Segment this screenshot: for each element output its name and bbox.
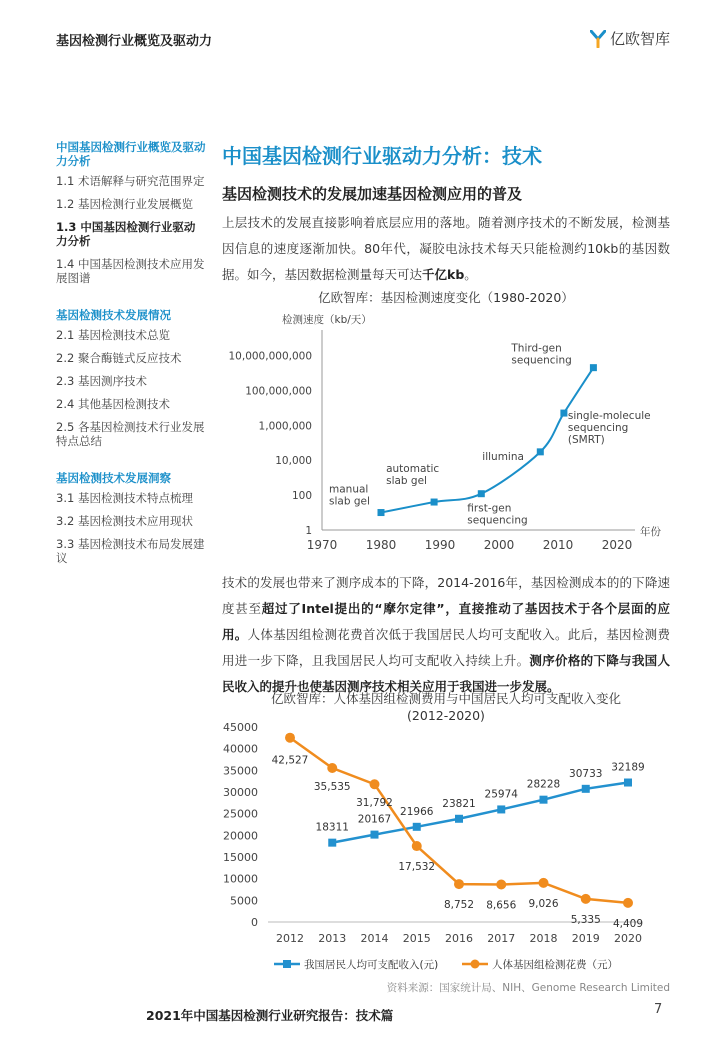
x-tick-label: 2015 xyxy=(402,932,431,945)
data-point xyxy=(454,879,464,889)
toc-item[interactable]: 1.1 术语解释与研究范围界定 xyxy=(56,174,205,188)
y-tick-label: 100,000,000 xyxy=(245,385,312,398)
data-point xyxy=(560,410,567,417)
y-tick-label: 100 xyxy=(291,490,312,503)
toc-item[interactable]: 1.4 中国基因检测技术应用发展图谱 xyxy=(56,257,205,285)
section-subtitle: 基因检测技术的发展加速基因检测应用的普及 xyxy=(222,185,523,203)
data-point xyxy=(413,823,421,831)
data-point xyxy=(455,815,463,823)
y-tick-label: 10000 xyxy=(223,872,258,886)
chart2-title xyxy=(222,690,670,724)
data-point xyxy=(327,763,337,773)
data-label: 30733 xyxy=(569,767,603,780)
data-label: 42,527 xyxy=(271,754,309,767)
data-point-label: first-gen sequencing xyxy=(467,502,528,527)
x-tick-label: 2016 xyxy=(445,932,473,945)
x-tick-label: 1990 xyxy=(424,538,456,552)
data-label: 5,335 xyxy=(570,913,601,926)
data-label: 20167 xyxy=(357,813,392,826)
data-label: 35,535 xyxy=(313,781,351,794)
source-note: 资料来源：国家统计局、NIH、Genome Research Limited xyxy=(386,982,670,994)
logo-icon xyxy=(590,30,606,48)
toc-item[interactable]: 3.2 基因检测技术应用现状 xyxy=(56,514,193,528)
y-tick-label: 40000 xyxy=(223,742,258,756)
y-axis-label: 检测速度（kb/天） xyxy=(282,314,372,326)
data-point xyxy=(370,779,380,789)
toc-item[interactable]: 2.5 各基因检测技术行业发展特点总结 xyxy=(56,420,205,448)
y-tick-label: 20000 xyxy=(223,829,258,843)
chart2-title-line1: 亿欧智库：人体基因组检测费用与中国居民人均可支配收入变化 xyxy=(270,691,621,706)
data-label: 28228 xyxy=(526,778,561,791)
data-point xyxy=(328,839,336,847)
toc-item[interactable]: 2.3 基因测序技术 xyxy=(56,374,147,388)
y-tick-label: 1,000,000 xyxy=(258,420,312,433)
page-title: 中国基因检测行业驱动力分析：技术 xyxy=(222,144,542,168)
x-tick-label: 2014 xyxy=(360,932,389,945)
data-point xyxy=(539,878,549,888)
table-of-contents xyxy=(56,140,206,574)
data-label: 25974 xyxy=(484,788,518,801)
data-point xyxy=(590,364,597,371)
data-point xyxy=(540,796,548,804)
cost-income-chart xyxy=(222,722,680,980)
data-label: 8,752 xyxy=(443,899,475,912)
data-label: 23821 xyxy=(442,797,476,810)
legend-marker xyxy=(283,960,291,968)
data-point-label: Third-gen sequencing xyxy=(511,342,572,367)
y-tick-label: 35000 xyxy=(223,764,258,778)
y-tick-label: 15000 xyxy=(223,851,258,864)
y-tick-label: 10,000 xyxy=(275,455,312,468)
y-tick-label: 25000 xyxy=(223,807,258,821)
chart2-title-line2: (2012-2020) xyxy=(407,708,485,723)
data-label: 4,409 xyxy=(612,917,644,930)
x-tick-label: 1970 xyxy=(306,538,338,552)
x-tick-label: 2020 xyxy=(601,538,633,552)
toc-item[interactable]: 2.2 聚合酶链式反应技术 xyxy=(56,351,182,365)
legend-label: 人体基因组检测花费（元） xyxy=(492,959,618,971)
speed-chart xyxy=(222,308,670,558)
data-point xyxy=(624,779,632,787)
x-axis-label: 年份 xyxy=(640,526,661,538)
data-point-label: illumina xyxy=(482,450,524,463)
toc-item[interactable]: 1.2 基因检测行业发展概览 xyxy=(56,197,193,211)
x-tick-label: 2019 xyxy=(571,932,600,945)
y-tick-label: 45000 xyxy=(223,722,258,734)
x-tick-label: 2020 xyxy=(614,932,642,945)
data-point xyxy=(371,831,379,839)
y-tick-label: 30000 xyxy=(223,786,258,799)
x-tick-label: 2000 xyxy=(483,538,515,552)
logo-text: 亿欧智库 xyxy=(610,30,671,48)
data-point-label: manual slab gel xyxy=(329,483,370,508)
data-point xyxy=(496,879,506,889)
toc-item[interactable]: 1.3 中国基因检测行业驱动力分析 xyxy=(56,220,196,248)
data-point xyxy=(497,805,505,813)
data-point xyxy=(478,490,485,497)
toc-section-heading[interactable]: 基因检测技术发展洞察 xyxy=(56,471,171,485)
data-point-label: automatic slab gel xyxy=(386,463,440,488)
paragraph-cost: 技术的发展也带来了测序成本的下降，2014-2016年，基因检测成本的的下降速度甚至超过了Intel提出的“摩尔定律”，直接推动了基因技术于各个层面的应用。人体基因组检测花费首次低于我国居民人均可支配收入。此后，基因检测费用进一步下降，且我国居民人均可支配收入持续上升。测序价格的下降与我国人民收入的提升也使基因测序技术相关应用于我国进一步发展。 xyxy=(222,575,670,694)
paragraph-intro: 上层技术的发展直接影响着底层应用的落地。随着测序技术的不断发展，检测基因信息的速度逐渐加快。80年代，凝胶电泳技术每天只能检测约10kb的基因数据。如今，基因数据检测量每天可达千亿kb。 xyxy=(222,215,670,282)
data-point xyxy=(581,894,591,904)
y-tick-label: 1 xyxy=(305,525,312,537)
data-label: 17,532 xyxy=(398,861,436,874)
x-tick-label: 2018 xyxy=(529,932,558,945)
data-point xyxy=(623,898,633,908)
data-label: 8,656 xyxy=(486,899,517,912)
data-label: 9,026 xyxy=(528,897,559,910)
toc-section-heading[interactable]: 基因检测技术发展情况 xyxy=(56,308,171,322)
footer-title: 2021年中国基因检测行业研究报告：技术篇 xyxy=(146,1008,394,1023)
y-tick-label: 5000 xyxy=(230,894,258,908)
x-tick-label: 2012 xyxy=(276,932,304,945)
toc-item[interactable]: 2.4 其他基因检测技术 xyxy=(56,397,170,411)
x-tick-label: 2010 xyxy=(542,538,574,552)
data-point xyxy=(582,785,590,793)
data-point xyxy=(378,509,385,516)
data-label: 32189 xyxy=(611,761,645,774)
legend-label: 我国居民人均可支配收入(元) xyxy=(304,959,439,971)
legend-marker xyxy=(471,960,480,969)
y-tick-label: 0 xyxy=(251,916,258,929)
page-number: 7 xyxy=(654,1002,663,1017)
toc-item[interactable]: 3.3 基因检测技术布局发展建议 xyxy=(56,537,205,565)
speed-series-line xyxy=(381,368,593,513)
toc-item[interactable]: 3.1 基因检测技术特点梳理 xyxy=(56,491,193,505)
x-tick-label: 1980 xyxy=(365,538,397,552)
data-point xyxy=(537,448,544,455)
x-tick-label: 2013 xyxy=(318,932,347,945)
chart1-title: 亿欧智库：基因检测速度变化（1980-2020） xyxy=(318,290,574,305)
y-tick-label: 10,000,000,000 xyxy=(228,350,312,363)
toc-item[interactable]: 2.1 基因检测技术总览 xyxy=(56,328,170,342)
toc-section-heading[interactable]: 中国基因检测行业概览及驱动力分析 xyxy=(56,140,206,168)
header-title: 基因检测行业概览及驱动力 xyxy=(56,34,213,49)
data-point xyxy=(431,499,438,506)
x-tick-label: 2017 xyxy=(487,932,516,945)
data-point xyxy=(285,733,295,743)
data-point xyxy=(412,841,422,851)
data-label: 18311 xyxy=(315,821,349,834)
data-point-label: single-molecule sequencing (SMRT) xyxy=(567,410,651,447)
data-label: 31,792 xyxy=(356,797,393,810)
data-label: 21966 xyxy=(400,805,434,818)
logo xyxy=(590,28,670,49)
